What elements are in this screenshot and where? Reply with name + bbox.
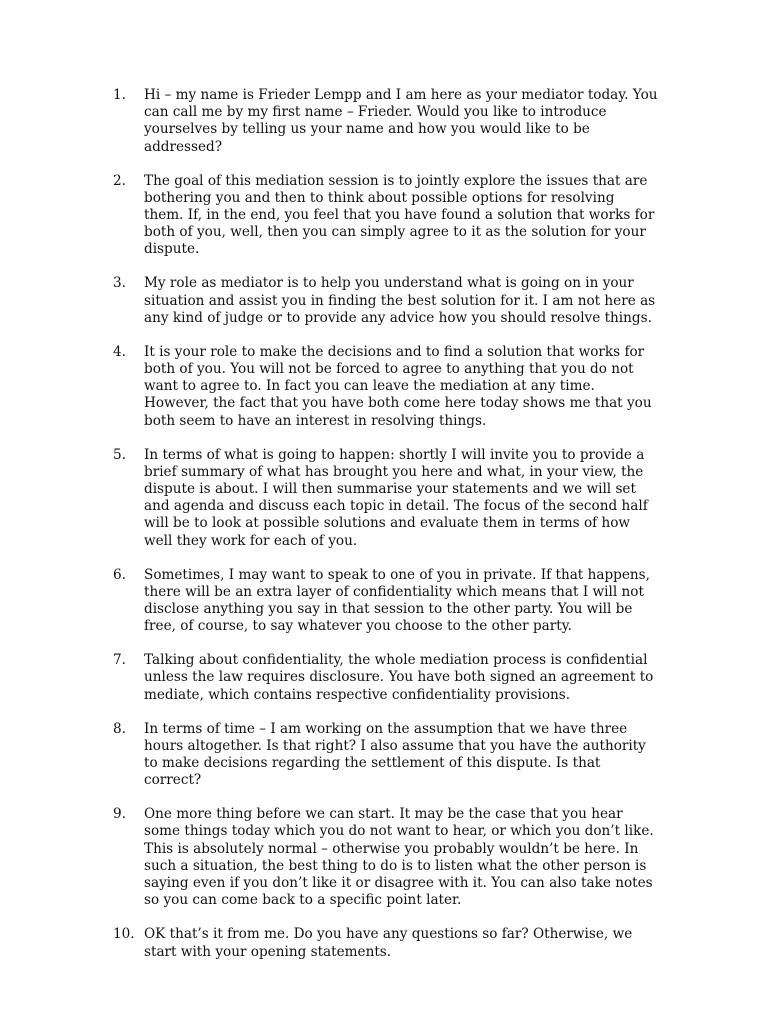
list-item-text: Hi – my name is Frieder Lempp and I am here as your mediator today. You can call me by my first name – Frieder. Would you like to introduce yourselves by telling us your name and how you would like to be addressed? <box>144 87 658 155</box>
list-item-number: 2. <box>113 172 126 189</box>
list-item-number: 6. <box>113 566 126 583</box>
list-item-number: 3. <box>113 275 126 292</box>
list-item-text: Sometimes, I may want to speak to one of you in private. If that happens, there will be an extra layer of confidentiality which means that I will not disclose anything you say in that session to the other party. You will be free, of course, to say whatever you choose to the other party. <box>144 566 650 635</box>
list-item <box>113 721 658 790</box>
list-item <box>113 275 658 327</box>
list-item-text: My role as mediator is to help you understand what is going on in your situation and assist you in finding the best solution for it. I am not here as any kind of judge or to provide any advice how you should resolve things. <box>144 275 656 326</box>
list-item-text: Talking about confidentiality, the whole mediation process is confidential unless the law requires disclosure. You have both signed an agreement to mediate, which contains respective confidentiality provisions. <box>144 652 654 703</box>
numbered-list <box>113 87 658 978</box>
list-item-number: 1. <box>113 87 126 103</box>
list-item-text: In terms of what is going to happen: shortly I will invite you to provide a brief summary of what has brought you here and what, in your view, the dispute is about. I will then summarise your statements and we will set and agenda and discuss each topic in detail. The focus of the second half will be to look at possible solutions and evaluate them in terms of how well they work for each of you. <box>144 446 648 549</box>
list-item-text: The goal of this mediation session is to jointly explore the issues that are bothering you and then to think about possible options for resolving them. If, in the end, you feel that you have found a solution that works for both of you, well, then you can simply agree to it as the solution for your dispute. <box>144 172 655 258</box>
list-item <box>113 447 658 550</box>
list-item-number: 4. <box>113 343 126 360</box>
list-item-text: One more thing before we can start. It may be the case that you hear some things today which you do not want to hear, or which you don’t like. This is absolutely normal – otherwise you probably wouldn’t be here. In such a situation, the best thing to do is to listen what the other person is saying even if you don’t like it or disagree with it. You can also take notes so you can come back to a specific point later. <box>144 806 654 909</box>
list-item-number: 7. <box>113 652 126 669</box>
list-item-number: 5. <box>113 446 126 463</box>
list-item <box>113 344 658 430</box>
list-item-text: OK that’s it from me. Do you have any questions so far? Otherwise, we start with your opening statements. <box>144 926 633 960</box>
list-item-number: 8. <box>113 720 126 737</box>
list-item-text: In terms of time – I am working on the assumption that we have three hours altogether. Is that right? I also assume that you have the authority to make decisions regarding the settlement of this dispute. Is that correct? <box>144 720 646 789</box>
list-item <box>113 806 658 909</box>
list-item <box>113 567 658 636</box>
list-item <box>113 173 658 259</box>
list-item <box>113 926 658 960</box>
list-item <box>113 652 658 704</box>
list-item-text: It is your role to make the decisions and to find a solution that works for both of you. You will not be forced to agree to anything that you do not want to agree to. In fact you can leave the mediation at any time. However, the fact that you have both come here today shows me that you both seem to have an interest in resolving things. <box>144 343 652 429</box>
list-item-number: 9. <box>113 806 126 823</box>
list-item <box>113 87 658 156</box>
list-item-number: 10. <box>113 926 135 943</box>
